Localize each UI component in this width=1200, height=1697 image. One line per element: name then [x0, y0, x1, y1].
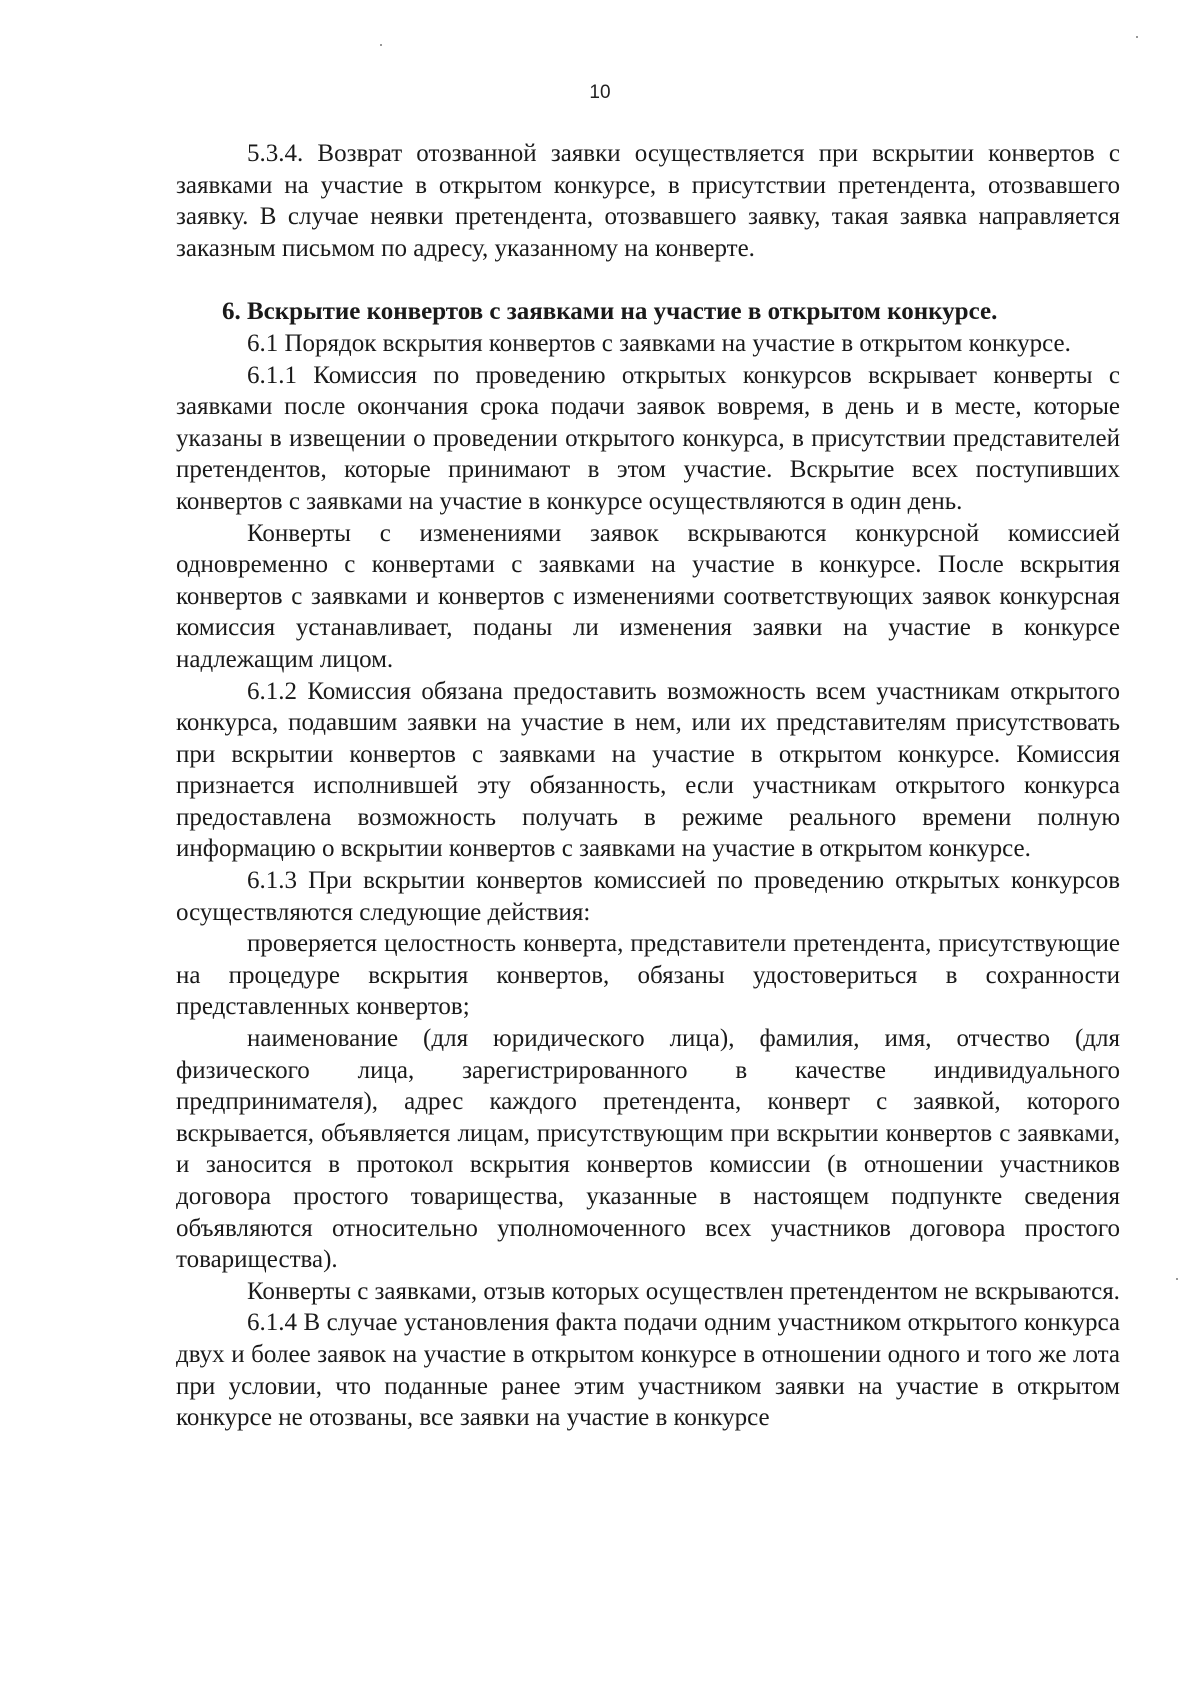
paragraph-withdrawn-envelopes: Конверты с заявками, отзыв которых осуществлен претендентом не вскрываются. — [247, 1277, 1120, 1305]
scan-speck — [380, 44, 382, 46]
paragraph-6-1-2: 6.1.2 Комиссия обязана предоставить возможность всем участникам открытого конкурса, подавшим заявки на участие в нем, или их представителям присутствовать при вскрытии конвертов с заявками на участие в открытом конкурсе. Комиссия признается исполнившей эту обязанность, если участникам открытого конкурса предоставлена возможность получать в режиме реального времени полную информацию о вскрытии конвертов с заявками на участие в открытом конкурсе. — [176, 677, 1120, 863]
paragraph-integrity-check: проверяется целостность конверта, представители претендента, присутствующие на процедуре вскрытия конвертов, обязаны удостовериться в сохранности представленных конвертов; — [176, 930, 1120, 1021]
document-body — [176, 138, 1120, 1434]
paragraph-6-1-1: 6.1.1 Комиссия по проведению открытых конкурсов вскрывает конверты с заявками после окончания срока подачи заявок вовремя, в день и в месте, которые указаны в извещении о проведении открытого конкурса, в присутствии представителей претендентов, которые принимают в этом участие. Вскрытие всех поступивших конвертов с заявками на участие в конкурсе осуществляются в один день. — [176, 361, 1120, 515]
paragraph-envelope-changes: Конверты с изменениями заявок вскрываются конкурсной комиссией одновременно с конвертами с заявками на участие в конкурсе. После вскрытия конвертов с заявками и конвертов с изменениями соответствующих заявок конкурсная комиссия устанавливает, поданы ли изменения заявки на участие в конкурсе надлежащим лицом. — [176, 519, 1120, 673]
paragraph-6-1-3: 6.1.3 При вскрытии конвертов комиссией по проведению открытых конкурсов осуществляются следующие действия: — [176, 867, 1120, 926]
paragraph-name-announcement: наименование (для юридического лица), фамилия, имя, отчество (для физического лица, зарегистрированного в качестве индивидуального предпринимателя), адрес каждого претендента, конверт с заявкой, которого вскрывается, объявляется лицам, присутствующим при вскрытии конвертов с заявками, и заносится в протокол вскрытия конвертов комиссии (в отношении участников договора простого товарищества, указанные в настоящем подпункте сведения объявляются относительно уполномоченного всех участников договора простого товарищества). — [176, 1025, 1120, 1274]
page-number: 10 — [589, 82, 611, 103]
scan-speck — [1136, 36, 1138, 38]
paragraph-6-1-4: 6.1.4 В случае установления факта подачи одним участником открытого конкурса двух и более заявок на участие в открытом конкурсе в отношении одного и того же лота при условии, что поданные ранее этим участником заявки на участие в открытом конкурсе не отозваны, все заявки на участие в конкурсе — [176, 1309, 1120, 1432]
paragraph-5-3-4: 5.3.4. Возврат отозванной заявки осуществляется при вскрытии конвертов с заявками на участие в открытом конкурсе, в присутствии претендента, отозвавшего заявку. В случае неявки претендента, отозвавшего заявку, такая заявка направляется заказным письмом по адресу, указанному на конверте. — [176, 140, 1120, 262]
paragraph-6-1: 6.1 Порядок вскрытия конвертов с заявками на участие в открытом конкурсе. — [247, 329, 1071, 357]
scan-speck — [1176, 1278, 1178, 1280]
section-heading-6: 6. Вскрытие конвертов с заявками на участие в открытом конкурсе. — [222, 298, 998, 326]
